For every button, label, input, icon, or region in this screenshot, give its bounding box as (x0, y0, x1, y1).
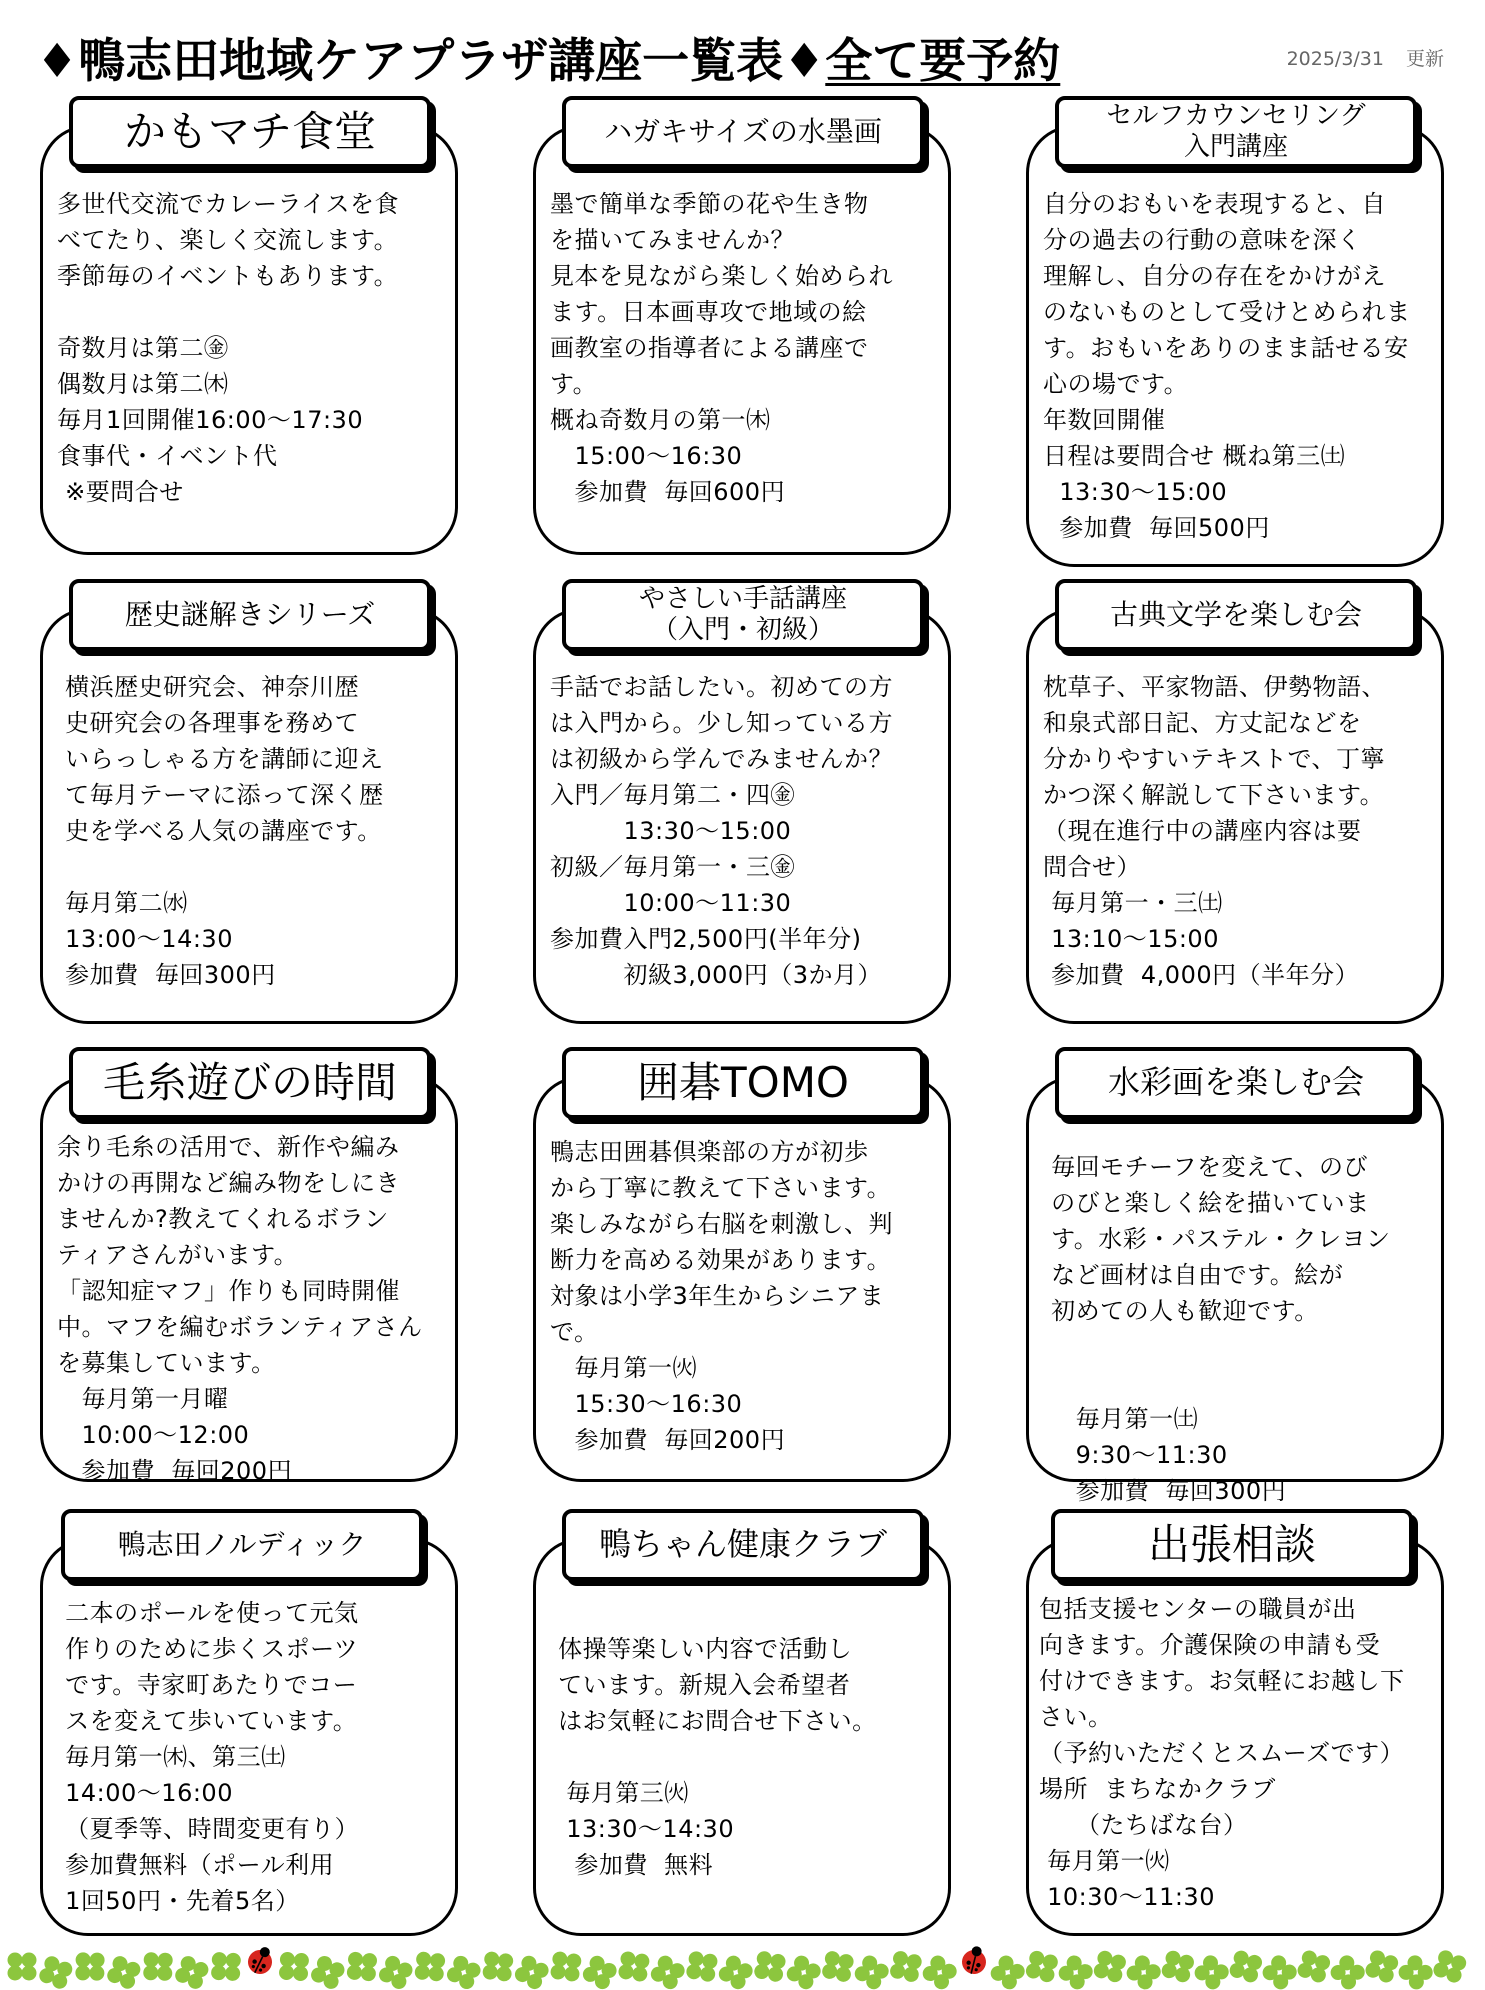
card-line: 15:30～16:30 (550, 1390, 743, 1418)
card-line: 枕草子、平家物語、伊勢物語、 (1043, 673, 1386, 701)
card-line: 包括支援センターの職員が出 (1039, 1595, 1357, 1623)
card-body (57, 669, 447, 993)
card-line: す。 (550, 370, 598, 398)
card-line: 毎月1回開催16:00～17:30 (57, 406, 364, 434)
card-line: 「認知症マフ」作りも同時開催 (57, 1277, 400, 1305)
card-body (1039, 1591, 1433, 1915)
card-line: す。おもいをありのまま話せる安 (1043, 334, 1409, 362)
card-line: （夏季等、時間変更有り） (57, 1815, 360, 1843)
clover-icon (105, 1954, 143, 1990)
clover-icon (143, 1952, 173, 1981)
card-line: す。水彩・パステル・クレヨン (1043, 1225, 1391, 1253)
card-line (57, 849, 447, 885)
card-line: 毎月第二㈬ (57, 889, 188, 917)
clover-icon (1024, 1949, 1059, 1984)
card-line: 鴨志田囲碁倶楽部の方が初歩 (550, 1138, 869, 1166)
card-line: 場所 まちなかクラブ (1039, 1775, 1276, 1803)
card-line (1043, 1329, 1433, 1365)
page-title (36, 24, 1060, 91)
card-line: 偶数月は第二㈭ (57, 370, 229, 398)
clover-icon (1260, 1952, 1300, 1990)
clover-icon (8, 1953, 37, 1981)
card-line: 墨で簡単な季節の花や生き物 (550, 190, 869, 218)
card-line: 画教室の指導者による講座で (550, 334, 869, 362)
title-main: ♦鴨志田地域ケアプラザ講座一覧表♦ (36, 34, 826, 89)
card-line: 自分のおもいを表現すると、自 (1043, 190, 1386, 218)
card-title: 鴨ちゃん健康クラブ (562, 1509, 924, 1581)
card-line: 楽しみながら右脳を刺激し、判 (550, 1210, 893, 1238)
clover-icon (784, 1953, 824, 1990)
clover-icon (617, 1950, 650, 1982)
card-line: 手話でお話したい。初めての方 (550, 673, 893, 701)
card-line: 横浜歴史研究会、神奈川歴 (57, 673, 360, 701)
card-title: 水彩画を楽しむ会 (1055, 1047, 1417, 1119)
card-line: 13:30～14:30 (550, 1815, 735, 1843)
card-line (1043, 1365, 1433, 1401)
card-title: ハガキサイズの水墨画 (562, 96, 924, 168)
card-line: て毎月テーマに添って深く歴 (57, 781, 384, 809)
clover-icon (648, 1953, 687, 1990)
clover-icon (414, 1951, 446, 1982)
card-line: 毎月第一㈫ (550, 1354, 697, 1382)
card-line: を描いてみませんか？ (550, 226, 795, 254)
card-line: 10:00～12:00 (57, 1421, 250, 1449)
card-line (550, 1595, 940, 1631)
card-line: 理解し、自分の存在をかけがえ (1043, 262, 1386, 290)
clover-icon (512, 1953, 551, 1990)
card-line: 参加費 無料 (550, 1851, 714, 1879)
card-title: 古典文学を楽しむ会 (1055, 579, 1417, 651)
card-line: 10:30～11:30 (1039, 1883, 1215, 1911)
card-line: を募集しています。 (57, 1349, 276, 1377)
card-line: 14:00～16:00 (57, 1779, 233, 1807)
ladybug-icon (244, 1942, 278, 1978)
clover-icon (1328, 1952, 1368, 1990)
card-line: 13:00～14:30 (57, 925, 233, 953)
card-line: 毎月第一㈯ (1043, 1405, 1199, 1433)
card-line: （予約いただくとスムーズです） (1039, 1739, 1405, 1767)
card-line: です。寺家町あたりでコー (57, 1671, 358, 1699)
clover-icon (1092, 1949, 1128, 1984)
card-line: 分かりやすいテキストで、丁寧 (1043, 745, 1386, 773)
card-line: ティアさんがいます。 (57, 1241, 299, 1269)
card-line: 和泉式部日記、方丈記などを (1043, 709, 1362, 737)
card-line: 対象は小学3年生からシニアま (550, 1282, 885, 1310)
card-line: 毎回モチーフを変えて、のび (1043, 1153, 1368, 1181)
card-title: 毛糸遊びの時間 (69, 1047, 431, 1119)
card-body (550, 1595, 940, 1883)
card-title: 出張相談 (1051, 1509, 1413, 1581)
card-line: 参加費 毎回200円 (550, 1426, 786, 1454)
clover-icon (444, 1953, 483, 1990)
clover-icon (988, 1952, 1028, 1990)
card-body (57, 1129, 447, 1489)
card-line: ※要問合せ (57, 478, 184, 506)
card-body (550, 1134, 940, 1458)
clover-icon (821, 1950, 855, 1983)
card-title: 囲碁TOMO (562, 1047, 924, 1119)
card-title: やさしい手話講座 （入門・初級） (562, 579, 924, 651)
card-line: 概ね奇数月の第一㈭ (550, 406, 771, 434)
clover-icon (346, 1951, 377, 1981)
clover-icon (482, 1951, 514, 1982)
card-line: 参加費入門2,500円(半年分) (550, 925, 862, 953)
card-line: 13:10～15:00 (1043, 925, 1219, 953)
ladybug-icon (959, 1944, 989, 1977)
card-line: 毎月第一㈭、第三㈯ (57, 1743, 286, 1771)
clover-icon (1124, 1952, 1164, 1990)
clover-icon (550, 1951, 583, 1983)
card-line: 向きます。介護保険の申請も受 (1039, 1631, 1381, 1659)
card-line: 史を学べる人気の講座です。 (57, 817, 382, 845)
clover-row (8, 1942, 1469, 1990)
course-card-kamomachi (40, 106, 458, 555)
course-card-igo (533, 1057, 951, 1482)
clover-icon (279, 1952, 310, 1982)
clover-icon (211, 1952, 241, 1981)
card-line (550, 1739, 940, 1775)
clover-icon (376, 1953, 415, 1990)
card-line: のびと楽しく絵を描いていま (1043, 1189, 1370, 1217)
card-title: かもマチ食堂 (69, 96, 431, 168)
card-line: 毎月第一㈫ (1039, 1847, 1170, 1875)
course-card-yarn (40, 1057, 458, 1485)
card-line: は入門から。少し知っている方 (550, 709, 893, 737)
clover-icon (308, 1953, 347, 1990)
card-line: 心の場です。 (1043, 370, 1189, 398)
card-body (1043, 1149, 1433, 1509)
card-line: 15:00～16:30 (550, 442, 743, 470)
clover-icon (37, 1954, 75, 1990)
clover-icon (1296, 1949, 1333, 1985)
clover-icon (889, 1950, 924, 1984)
card-line: 余り毛糸の活用で、新作や編み (57, 1133, 400, 1161)
clover-icon (852, 1953, 892, 1990)
card-line: かけの再開など編み物をしにき (57, 1169, 400, 1197)
card-line: 付けできます。お気軽にお越し下 (1039, 1667, 1405, 1695)
course-card-classics (1026, 597, 1444, 1024)
clover-icon (1056, 1952, 1096, 1990)
card-line: 初級3,000円（3か月） (550, 961, 882, 989)
card-title: セルフカウンセリング 入門講座 (1055, 96, 1417, 168)
card-line: 季節毎のイベントもあります。 (57, 262, 399, 290)
card-line: 体操等楽しい内容で活動し (550, 1635, 853, 1663)
course-card-history (40, 597, 458, 1024)
clover-icon (920, 1953, 960, 1990)
title-emphasis: 全て要予約 (825, 34, 1061, 89)
clover-icon (1363, 1948, 1400, 1984)
course-card-sign-language (533, 584, 951, 1024)
clover-icon (1192, 1952, 1232, 1990)
card-line: 13:30～15:00 (1043, 478, 1228, 506)
card-body (1043, 186, 1433, 546)
card-line: 二本のポールを使って元気 (57, 1599, 359, 1627)
card-line: 参加費 毎回600円 (550, 478, 786, 506)
card-line: スを変えて歩いています。 (57, 1707, 358, 1735)
card-line: 参加費 毎回500円 (1043, 514, 1270, 542)
card-line: 分の過去の行動の意味を深く (1043, 226, 1362, 254)
clover-icon (1396, 1952, 1436, 1990)
card-line: さい。 (1039, 1703, 1113, 1731)
card-line: かつ深く解説して下さいます。 (1043, 781, 1385, 809)
card-line: （たちばな台） (1039, 1811, 1248, 1839)
card-line: 1回50円・先着5名） (57, 1887, 300, 1915)
clover-border (0, 1942, 1485, 1990)
course-card-kamochan-health (533, 1525, 951, 1936)
update-label: 更新 (1405, 48, 1444, 70)
card-line: は初級から学んでみませんか？ (550, 745, 893, 773)
card-line: いらっしゃる方を講師に迎え (57, 745, 384, 773)
clover-icon (685, 1950, 718, 1983)
card-body (57, 1595, 447, 1919)
clover-icon (1228, 1949, 1264, 1985)
clover-icon (716, 1953, 756, 1990)
card-line: から丁寧に教えて下さいます。 (550, 1174, 892, 1202)
clover-icon (580, 1953, 619, 1990)
card-line: 参加費 毎回300円 (57, 961, 276, 989)
update-info (1287, 44, 1444, 71)
card-line: 断力を高める効果があります。 (550, 1246, 892, 1274)
card-line: で。 (550, 1318, 599, 1346)
card-body (1043, 669, 1433, 993)
card-title: 鴨志田ノルディック (61, 1509, 423, 1581)
card-line: 問合せ） (1043, 853, 1141, 881)
course-card-consultation (1026, 1519, 1444, 1936)
clover-icon (1431, 1948, 1468, 1985)
clover-icon (75, 1952, 104, 1981)
card-line: 毎月第一月曜 (57, 1385, 229, 1413)
card-line: はお気軽にお問合せ下さい。 (550, 1707, 877, 1735)
update-date: 2025/3/31 (1286, 48, 1384, 70)
card-line: ませんか?教えてくれるボラン (57, 1205, 389, 1233)
card-line: べてたり、楽しく交流します。 (57, 226, 399, 254)
card-line: 毎月第一・三㈯ (1043, 889, 1223, 917)
card-line: ます。日本画専攻で地域の絵 (550, 298, 867, 326)
card-line: 食事代・イベント代 (57, 442, 278, 470)
clover-icon (1160, 1949, 1196, 1984)
course-card-watercolor (1026, 1063, 1444, 1505)
card-body (57, 186, 447, 510)
card-line: ています。新規入会希望者 (550, 1671, 851, 1699)
card-line: 中。マフを編むボランティアさん (57, 1313, 423, 1341)
card-body (550, 669, 940, 993)
card-line: 毎月第三㈫ (550, 1779, 689, 1807)
card-line: 見本を見ながら楽しく始められ (550, 262, 893, 290)
card-body (550, 186, 940, 510)
clover-icon (753, 1950, 787, 1983)
card-line: 年数回開催 (1043, 406, 1166, 434)
card-line: 9:30～11:30 (1043, 1441, 1228, 1469)
page-header (26, 18, 1466, 88)
course-card-nordic (40, 1527, 458, 1936)
course-card-self-counseling (1026, 101, 1444, 567)
card-line: 参加費 毎回200円 (57, 1457, 293, 1485)
card-line: 10:00～11:30 (550, 889, 792, 917)
card-line: 作りのために歩くスポーツ (57, 1635, 359, 1663)
card-line: 多世代交流でカレーライスを食 (57, 190, 400, 218)
card-line: 参加費 4,000円（半年分） (1043, 961, 1360, 989)
card-line: 初級／毎月第一・三㊎ (550, 853, 795, 881)
card-line: 参加費 毎回300円 (1043, 1477, 1287, 1505)
card-line: 奇数月は第二㊎ (57, 334, 229, 362)
card-line: のないものとして受けとめられま (1043, 298, 1411, 326)
clover-icon (173, 1954, 211, 1990)
card-title: 歴史謎解きシリーズ (69, 579, 431, 651)
card-line: （現在進行中の講座内容は要 (1043, 817, 1362, 845)
card-line: など画材は自由です。絵が (1043, 1261, 1344, 1289)
card-line: 参加費無料（ポール利用 (57, 1851, 335, 1879)
card-line: 史研究会の各理事を務めて (57, 709, 360, 737)
course-card-suibokuga (533, 114, 951, 555)
card-line: 13:30～15:00 (550, 817, 792, 845)
card-line: 初めての人も歓迎です。 (1043, 1297, 1319, 1325)
card-line: 日程は要問合せ 概ね第三㈯ (1043, 442, 1346, 470)
card-line: 入門／毎月第二・四㊎ (550, 781, 795, 809)
card-line (57, 294, 447, 330)
